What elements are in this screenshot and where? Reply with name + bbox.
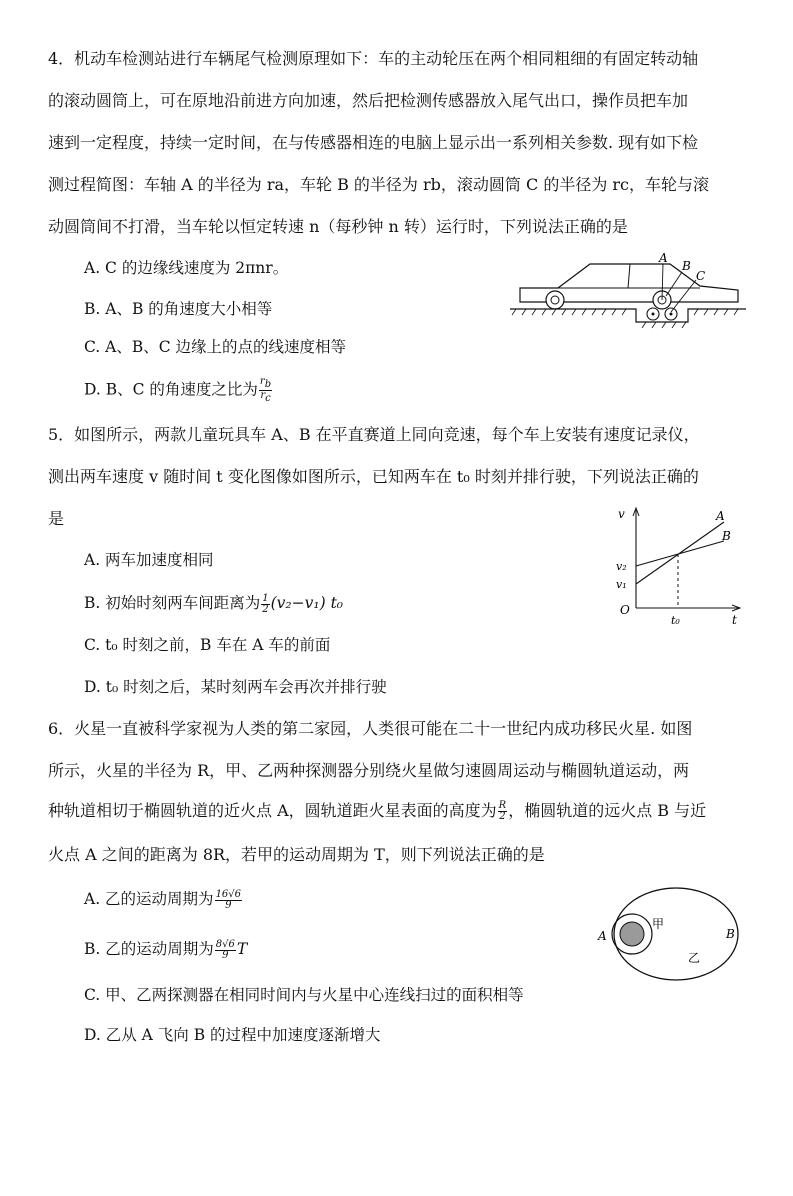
frac-den: 9 — [225, 899, 232, 911]
q4-line-1: 4．机动车检测站进行车辆尾气检测原理如下：车的主动轮压在两个相同粗细的有固定转动轴 — [48, 49, 699, 68]
q5-line-3: 是 — [48, 509, 65, 528]
frac-den: 2 — [262, 603, 269, 615]
x-axis-label: t — [732, 613, 737, 627]
y-tick-v1: v₁ — [616, 578, 627, 591]
q6-option-b-text: B. 乙的运动周期为 — [84, 940, 214, 958]
q4-option-d[interactable] — [84, 377, 273, 404]
q4-label-c: C — [696, 269, 706, 283]
q6-option-b-suffix: T — [236, 940, 248, 958]
q6-option-d[interactable]: D. 乙从 A 飞向 B 的过程中加速度逐渐增大 — [84, 1026, 381, 1044]
q6-line-4: 火点 A 之间的距离为 8R，若甲的运动周期为 T，则下列说法正确的是 — [48, 845, 545, 864]
q6-option-a[interactable] — [84, 888, 243, 911]
frac-num-sub: b — [264, 379, 272, 390]
q6-label-yi: 乙 — [688, 951, 701, 965]
q6-option-b-fraction — [215, 940, 236, 961]
origin-label: O — [620, 603, 630, 617]
frac-den: r — [260, 390, 266, 401]
q5-option-c[interactable]: C. t₀ 时刻之前，B 车在 A 车的前面 — [84, 636, 331, 654]
x-tick-t0: t₀ — [671, 614, 680, 627]
q6-label-b: B — [726, 927, 735, 941]
q6-line-3-fraction — [498, 801, 508, 822]
q4-line-3: 速到一定程度，持续一定时间，在与传感器相连的电脑上显示出一系列相关参数. 现有如下检 — [48, 133, 699, 152]
q6-line-1: 6．火星一直被科学家视为人类的第二家园，人类很可能在二十一世纪内成功移民火星. 如图 — [48, 719, 693, 738]
q4-line-4: 测过程简图：车轴 A 的半径为 ra，车轮 B 的半径为 rb，滚动圆筒 C 的半径为 rc，车轮与滚 — [48, 175, 710, 194]
q6-label-a: A — [598, 929, 607, 943]
q4-line-2: 的滚动圆筒上，可在原地沿前进方向加速，然后把检测传感器放入尾气出口，操作员把车加 — [48, 91, 689, 110]
q6-line-2: 所示，火星的半径为 R，甲、乙两种探测器分别绕火星做匀速圆周运动与椭圆轨道运动，两 — [48, 761, 690, 780]
q6-option-a-fraction — [215, 890, 242, 911]
q6-option-b[interactable] — [84, 938, 247, 961]
q5-option-b[interactable] — [84, 592, 343, 615]
frac-num: 16√6 — [215, 888, 242, 900]
frac-num: R — [498, 800, 507, 811]
q5-option-b-expr: (v₂−v₁) t₀ — [270, 594, 344, 612]
q6-line-3-prefix: 种轨道相切于椭圆轨道的近火点 A，圆轨道距火星表面的高度为 — [48, 801, 497, 820]
y-axis-label: v — [618, 507, 625, 521]
q6-option-a-text: A. 乙的运动周期为 — [84, 890, 214, 908]
q4-option-c[interactable]: C. A、B、C 边缘上的点的线速度相等 — [84, 338, 347, 356]
q4-option-a[interactable]: A. C 的边缘线速度为 2πnr。 — [84, 259, 289, 277]
q6-line-3 — [48, 800, 706, 822]
mars-planet — [620, 922, 644, 946]
y-tick-v2: v₂ — [616, 560, 627, 573]
q5-option-b-fraction — [261, 594, 269, 615]
q5-option-d[interactable]: D. t₀ 时刻之后，某时刻两车会再次并排行驶 — [84, 678, 387, 696]
q4-line-5: 动圆筒间不打滑，当车轮以恒定转速 n（每秒钟 n 转）运行时，下列说法正确的是 — [48, 217, 628, 236]
q5-line-2: 测出两车速度 v 随时间 t 变化图像如图所示，已知两车在 t₀ 时刻并排行驶，下列说法正确的 — [48, 467, 699, 486]
q6-label-jia: 甲 — [652, 917, 665, 931]
q5-option-a[interactable]: A. 两车加速度相同 — [84, 551, 214, 569]
q5-line-1: 5．如图所示，两款儿童玩具车 A、B 在平直赛道上同向竞速，每个车上安装有速度记录仪， — [48, 425, 700, 444]
frac-num: 1 — [262, 592, 269, 604]
q4-option-d-fraction — [259, 377, 272, 404]
q6-line-3-suffix: ，椭圆轨道的远火点 B 与近 — [508, 801, 707, 820]
q4-label-b: B — [682, 259, 691, 273]
series-b-label: B — [722, 529, 731, 543]
frac-den: 2 — [499, 811, 506, 822]
q5-vt-graph — [612, 500, 752, 630]
q5-option-b-text: B. 初始时刻两车间距离为 — [84, 594, 261, 612]
q4-option-d-text: D. B、C 的角速度之比为 — [84, 380, 258, 399]
q4-label-a: A — [659, 251, 668, 265]
q4-option-b[interactable]: B. A、B 的角速度大小相等 — [84, 300, 273, 318]
series-b-line — [636, 541, 724, 566]
frac-num: 8√6 — [215, 938, 235, 950]
series-a-label: A — [716, 509, 725, 523]
q4-car-figure — [510, 250, 750, 330]
q6-orbit-figure — [592, 878, 752, 990]
frac-num: r — [259, 376, 265, 387]
frac-den-sub: c — [265, 393, 271, 404]
q6-option-c[interactable]: C. 甲、乙两探测器在相同时间内与火星中心连线扫过的面积相等 — [84, 986, 524, 1004]
frac-den: 9 — [222, 949, 229, 961]
